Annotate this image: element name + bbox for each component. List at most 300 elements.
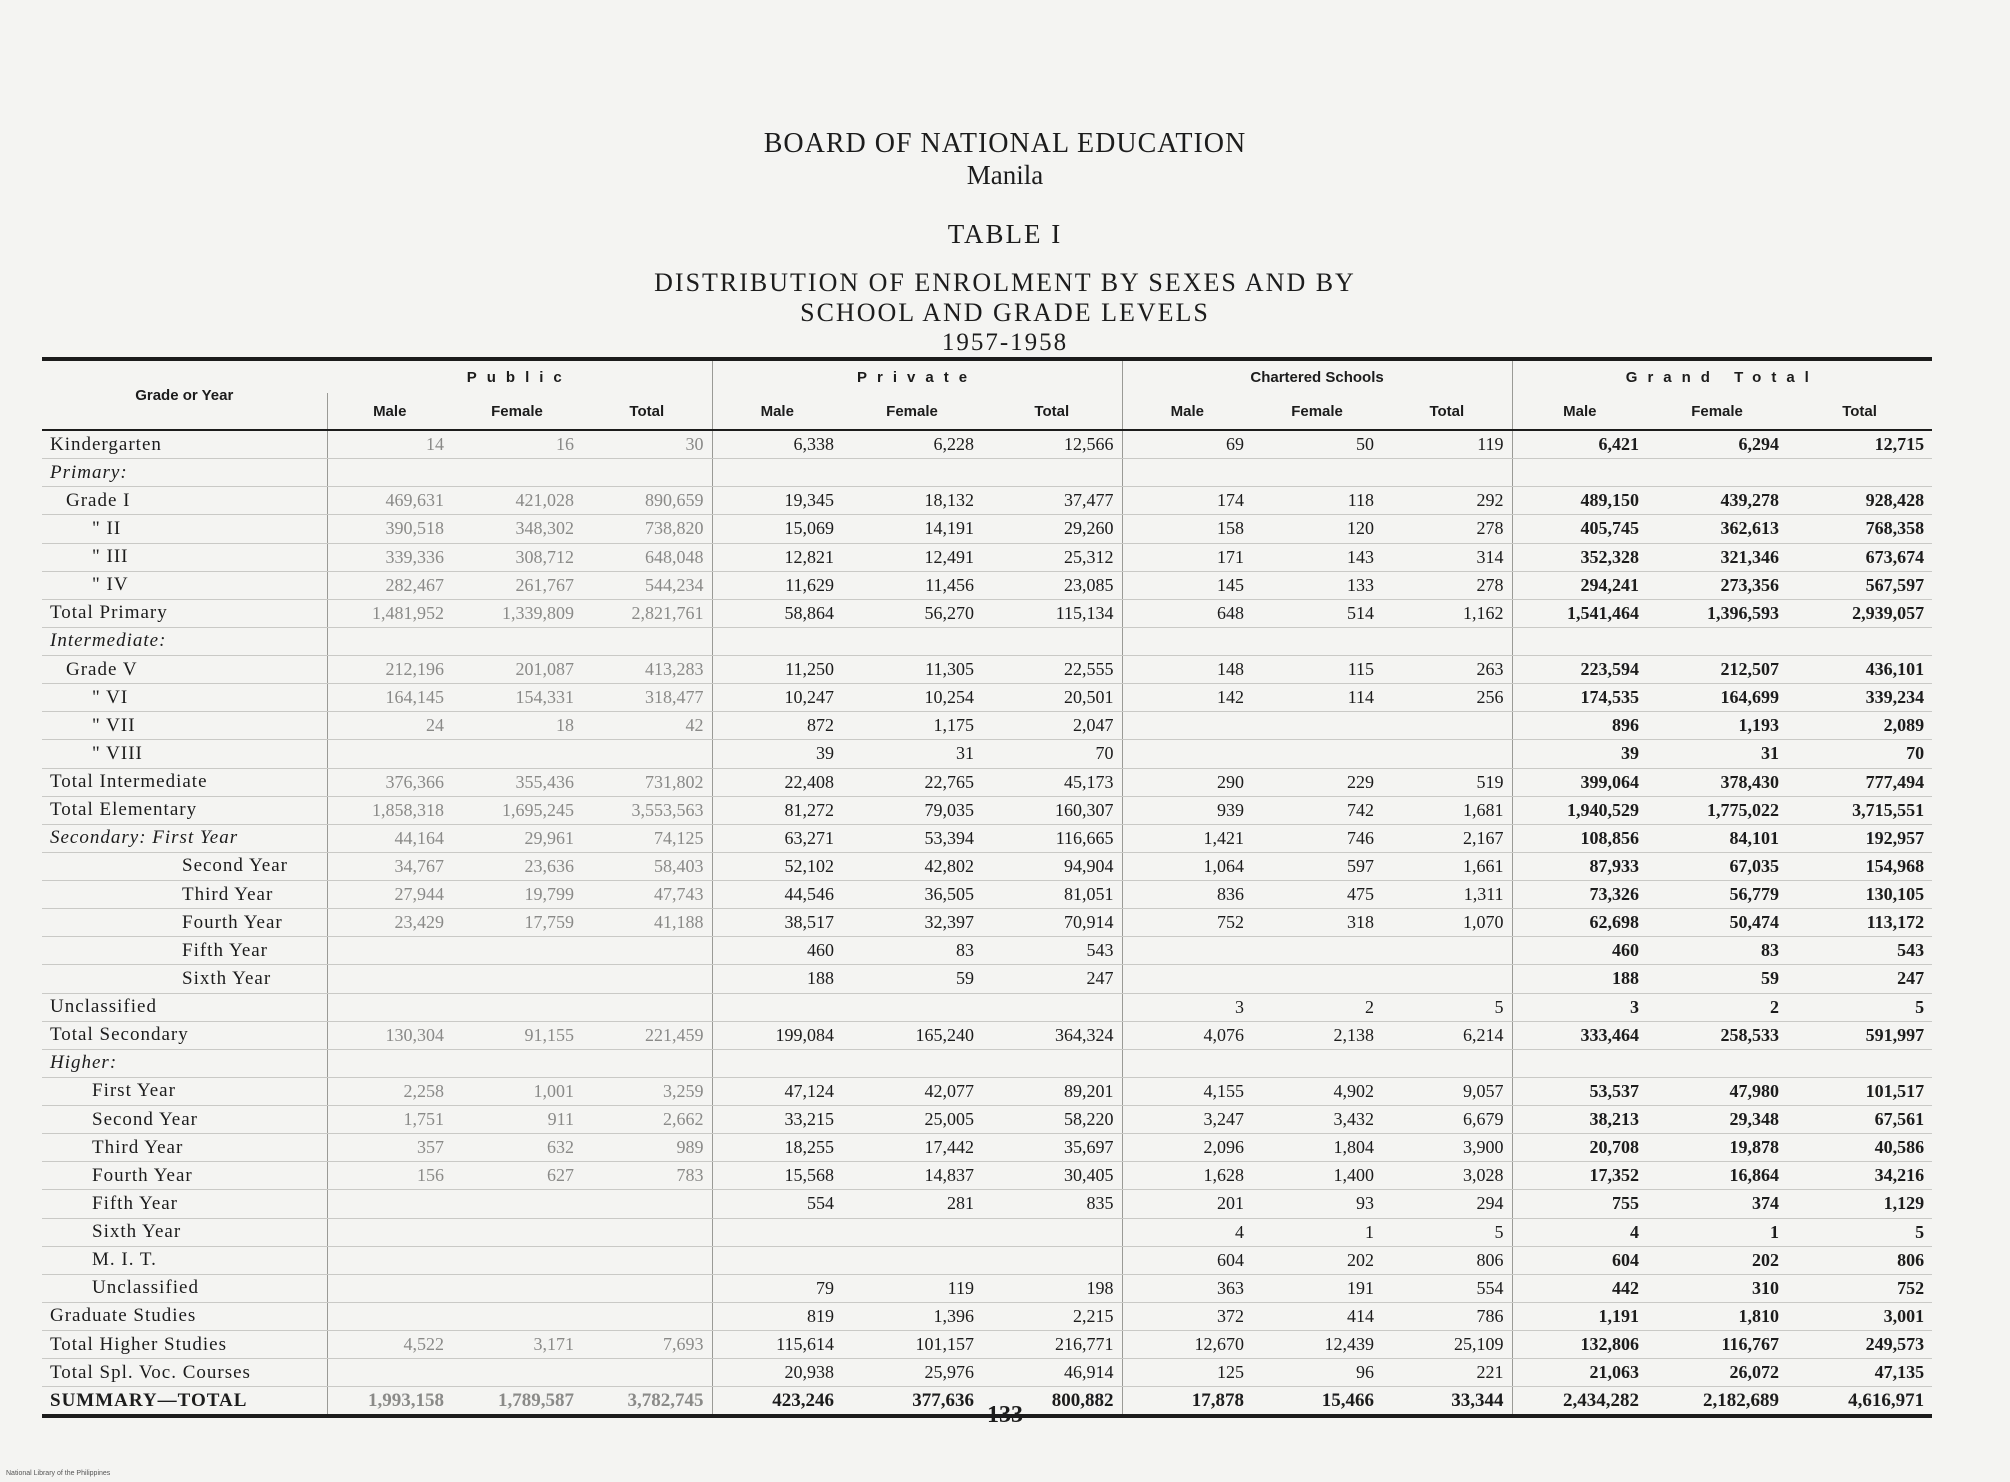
page-header — [0, 128, 2010, 358]
cell-public-male: 339,336 — [327, 543, 452, 571]
city-name: Manila — [966, 160, 1044, 190]
cell-private-male — [712, 1218, 842, 1246]
cell-chartered-female: 202 — [1252, 1246, 1382, 1274]
cell-grand-total-male: 352,328 — [1512, 543, 1647, 571]
cell-private-total: 800,882 — [1051, 1389, 1114, 1411]
cell-chartered-male: 1,064 — [1122, 852, 1252, 880]
cell-chartered-female: 93 — [1252, 1190, 1382, 1218]
cell-chartered-total: 33,344 — [1451, 1389, 1504, 1411]
cell-public-male: 2,258 — [327, 1077, 452, 1105]
cell-private-female — [842, 993, 982, 1021]
cell-private-female: 11,456 — [842, 571, 982, 599]
cell-chartered-total — [1382, 1049, 1512, 1077]
cell-grand-total-female: 374 — [1647, 1190, 1787, 1218]
cell-grand-total-male: 39 — [1512, 740, 1647, 768]
cell-private-total — [982, 993, 1122, 1021]
cell-chartered-male: 836 — [1122, 881, 1252, 909]
cell-grand-total-male: 73,326 — [1512, 881, 1647, 909]
cell-private-male: 58,864 — [712, 599, 842, 627]
row-label: First Year — [42, 1077, 327, 1105]
cell-public-female: 308,712 — [452, 543, 582, 571]
cell-public-female: 3,171 — [452, 1331, 582, 1359]
cell-chartered-male: 648 — [1122, 599, 1252, 627]
cell-private-female: 42,802 — [842, 852, 982, 880]
cell-public-female: 1,695,245 — [452, 796, 582, 824]
cell-private-female: 1,396 — [842, 1302, 982, 1330]
cell-private-male: 423,246 — [712, 1387, 842, 1415]
subheader-private-total: Total — [982, 393, 1122, 430]
cell-chartered-total: 119 — [1382, 430, 1512, 459]
cell-private-female: 11,305 — [842, 656, 982, 684]
cell-public-female: 355,436 — [452, 768, 582, 796]
cell-private-male: 52,102 — [712, 852, 842, 880]
table-row — [42, 1162, 1932, 1190]
cell-grand-total-male: 188 — [1512, 965, 1647, 993]
cell-grand-total-total: 5 — [1787, 993, 1932, 1021]
cell-chartered-female — [1252, 1049, 1382, 1077]
cell-public-male: 27,944 — [327, 881, 452, 909]
cell-chartered-male: 2,096 — [1122, 1134, 1252, 1162]
row-label: SUMMARY—TOTAL — [50, 1389, 248, 1411]
cell-chartered-male: 145 — [1122, 571, 1252, 599]
cell-public-male: 212,196 — [327, 656, 452, 684]
cell-chartered-total: 2,167 — [1382, 824, 1512, 852]
cell-grand-total-male: 62,698 — [1512, 909, 1647, 937]
cell-grand-total-female: 310 — [1647, 1274, 1787, 1302]
cell-grand-total-male: 399,064 — [1512, 768, 1647, 796]
row-label: Total Intermediate — [42, 768, 327, 796]
cell-private-male: 38,517 — [712, 909, 842, 937]
cell-public-total: 42 — [582, 712, 712, 740]
cell-chartered-female: 414 — [1252, 1302, 1382, 1330]
row-label: Second Year — [42, 1106, 327, 1134]
cell-chartered-male — [1122, 937, 1252, 965]
cell-public-female — [452, 1359, 582, 1387]
cell-grand-total-total: 101,517 — [1787, 1077, 1932, 1105]
cell-grand-total-male: 1,191 — [1512, 1302, 1647, 1330]
cell-public-total: 731,802 — [582, 768, 712, 796]
cell-chartered-female — [1252, 965, 1382, 993]
cell-public-male: 376,366 — [327, 768, 452, 796]
subheader-chartered-male: Male — [1122, 393, 1252, 430]
cell-public-total — [582, 1359, 712, 1387]
cell-grand-total-total: 12,715 — [1787, 430, 1932, 459]
table-row — [42, 1331, 1932, 1359]
cell-chartered-total: 3,900 — [1382, 1134, 1512, 1162]
cell-public-total — [582, 1049, 712, 1077]
cell-chartered-total — [1382, 627, 1512, 655]
cell-private-male: 10,247 — [712, 684, 842, 712]
cell-public-female — [452, 1218, 582, 1246]
cell-private-female: 1,175 — [842, 712, 982, 740]
cell-grand-total-total: 4,616,971 — [1848, 1389, 1925, 1411]
cell-private-male: 19,345 — [712, 487, 842, 515]
cell-chartered-total — [1382, 740, 1512, 768]
table-row — [42, 599, 1932, 627]
cell-grand-total-female: 1,775,022 — [1647, 796, 1787, 824]
cell-public-female: 348,302 — [452, 515, 582, 543]
cell-private-total: 46,914 — [982, 1359, 1122, 1387]
cell-private-total: 23,085 — [982, 571, 1122, 599]
cell-public-total — [582, 1246, 712, 1274]
cell-public-female: 1,789,587 — [498, 1389, 574, 1411]
group-header-grand-total: Grand Total — [1512, 361, 1932, 393]
cell-public-female: 632 — [452, 1134, 582, 1162]
cell-public-female — [452, 1190, 582, 1218]
cell-private-total — [982, 1246, 1122, 1274]
cell-grand-total-male: 755 — [1512, 1190, 1647, 1218]
cell-grand-total-male: 442 — [1512, 1274, 1647, 1302]
cell-private-total: 37,477 — [982, 487, 1122, 515]
cell-chartered-total: 3,028 — [1382, 1162, 1512, 1190]
cell-private-total: 12,566 — [982, 430, 1122, 459]
cell-chartered-female: 118 — [1252, 487, 1382, 515]
cell-chartered-female: 742 — [1252, 796, 1382, 824]
cell-chartered-female: 2,138 — [1252, 1021, 1382, 1049]
cell-private-total: 543 — [982, 937, 1122, 965]
cell-grand-total-male: 20,708 — [1512, 1134, 1647, 1162]
cell-chartered-male: 4,076 — [1122, 1021, 1252, 1049]
cell-chartered-male: 17,878 — [1122, 1387, 1252, 1415]
cell-chartered-total: 786 — [1382, 1302, 1512, 1330]
cell-grand-total-total: 2,939,057 — [1787, 599, 1932, 627]
cell-grand-total-male: 4 — [1512, 1218, 1647, 1246]
cell-public-total: 3,259 — [582, 1077, 712, 1105]
cell-grand-total-total: 247 — [1787, 965, 1932, 993]
cell-chartered-total — [1382, 712, 1512, 740]
cell-private-female — [842, 627, 982, 655]
cell-grand-total-total: 154,968 — [1787, 852, 1932, 880]
cell-private-female: 281 — [842, 1190, 982, 1218]
cell-grand-total-male: 405,745 — [1512, 515, 1647, 543]
cell-chartered-male: 363 — [1122, 1274, 1252, 1302]
cell-public-female — [452, 993, 582, 1021]
cell-grand-total-total — [1787, 627, 1932, 655]
cell-public-male: 282,467 — [327, 571, 452, 599]
cell-public-male — [327, 627, 452, 655]
table-row — [42, 571, 1932, 599]
cell-public-male: 156 — [327, 1162, 452, 1190]
table-row — [42, 909, 1932, 937]
subheader-private-female: Female — [842, 393, 982, 430]
cell-private-total: 58,220 — [982, 1106, 1122, 1134]
cell-private-male — [712, 627, 842, 655]
row-label: Fifth Year — [42, 937, 327, 965]
table-row — [42, 712, 1932, 740]
cell-public-female — [452, 1302, 582, 1330]
cell-private-total: 2,215 — [982, 1302, 1122, 1330]
cell-chartered-total: 6,214 — [1382, 1021, 1512, 1049]
cell-private-total: 116,665 — [982, 824, 1122, 852]
cell-private-total: 198 — [982, 1274, 1122, 1302]
cell-private-male — [712, 993, 842, 1021]
cell-public-total — [582, 937, 712, 965]
cell-chartered-male: 1,628 — [1122, 1162, 1252, 1190]
cell-chartered-male: 372 — [1122, 1302, 1252, 1330]
cell-chartered-male: 3,247 — [1122, 1106, 1252, 1134]
cell-chartered-total: 278 — [1382, 571, 1512, 599]
cell-grand-total-female — [1647, 1049, 1787, 1077]
cell-private-female: 83 — [842, 937, 982, 965]
cell-private-male: 11,629 — [712, 571, 842, 599]
cell-grand-total-male: 174,535 — [1512, 684, 1647, 712]
cell-private-female — [842, 1049, 982, 1077]
cell-public-male: 130,304 — [327, 1021, 452, 1049]
cell-private-total: 35,697 — [982, 1134, 1122, 1162]
cell-grand-total-total: 3,001 — [1787, 1302, 1932, 1330]
cell-public-female: 421,028 — [452, 487, 582, 515]
cell-chartered-male: 201 — [1122, 1190, 1252, 1218]
cell-grand-total-male: 108,856 — [1512, 824, 1647, 852]
table-row — [42, 1274, 1932, 1302]
cell-chartered-male: 171 — [1122, 543, 1252, 571]
cell-grand-total-female: 378,430 — [1647, 768, 1787, 796]
cell-private-male: 47,124 — [712, 1077, 842, 1105]
cell-chartered-male: 158 — [1122, 515, 1252, 543]
cell-chartered-total — [1382, 937, 1512, 965]
cell-chartered-total: 1,162 — [1382, 599, 1512, 627]
table-row — [42, 993, 1932, 1021]
table-row — [42, 965, 1932, 993]
cell-public-total: 890,659 — [582, 487, 712, 515]
cell-public-total — [582, 1274, 712, 1302]
cell-grand-total-total: 67,561 — [1787, 1106, 1932, 1134]
cell-private-male — [712, 1246, 842, 1274]
cell-grand-total-total — [1787, 1049, 1932, 1077]
cell-chartered-female: 115 — [1252, 656, 1382, 684]
cell-public-male — [327, 965, 452, 993]
cell-chartered-female: 191 — [1252, 1274, 1382, 1302]
cell-grand-total-male: 17,352 — [1512, 1162, 1647, 1190]
cell-grand-total-female: 321,346 — [1647, 543, 1787, 571]
cell-public-total — [582, 740, 712, 768]
row-label: " VI — [42, 684, 327, 712]
cell-grand-total-male — [1512, 627, 1647, 655]
row-label: Intermediate: — [42, 627, 327, 655]
cell-grand-total-female: 16,864 — [1647, 1162, 1787, 1190]
cell-private-female: 101,157 — [842, 1331, 982, 1359]
cell-chartered-male: 148 — [1122, 656, 1252, 684]
cell-public-male: 1,858,318 — [327, 796, 452, 824]
cell-chartered-female — [1252, 937, 1382, 965]
cell-grand-total-total: 70 — [1787, 740, 1932, 768]
cell-grand-total-female: 29,348 — [1647, 1106, 1787, 1134]
cell-grand-total-total: 5 — [1787, 1218, 1932, 1246]
cell-private-male: 554 — [712, 1190, 842, 1218]
cell-public-female: 19,799 — [452, 881, 582, 909]
cell-private-male: 15,568 — [712, 1162, 842, 1190]
cell-public-female — [452, 1274, 582, 1302]
cell-private-male: 18,255 — [712, 1134, 842, 1162]
cell-chartered-total: 294 — [1382, 1190, 1512, 1218]
row-label: Third Year — [42, 1134, 327, 1162]
cell-public-total: 30 — [582, 430, 712, 459]
cell-grand-total-female: 1 — [1647, 1218, 1787, 1246]
row-label: Sixth Year — [42, 965, 327, 993]
row-label: Unclassified — [42, 993, 327, 1021]
row-label: Primary: — [42, 459, 327, 487]
cell-grand-total-total: 249,573 — [1787, 1331, 1932, 1359]
cell-private-female: 42,077 — [842, 1077, 982, 1105]
cell-grand-total-total: 47,135 — [1787, 1359, 1932, 1387]
cell-grand-total-female: 116,767 — [1647, 1331, 1787, 1359]
subheader-chartered-total: Total — [1382, 393, 1512, 430]
cell-grand-total-male: 223,594 — [1512, 656, 1647, 684]
group-header-public: Public — [466, 368, 572, 386]
cell-private-total: 70 — [982, 740, 1122, 768]
cell-chartered-total: 5 — [1382, 1218, 1512, 1246]
cell-grand-total-male: 489,150 — [1512, 487, 1647, 515]
cell-grand-total-female: 26,072 — [1647, 1359, 1787, 1387]
table-row — [42, 824, 1932, 852]
cell-grand-total-total: 130,105 — [1787, 881, 1932, 909]
school-year: 1957-1958 — [941, 329, 1069, 356]
cell-private-male — [712, 1049, 842, 1077]
cell-chartered-female: 120 — [1252, 515, 1382, 543]
cell-grand-total-male: 896 — [1512, 712, 1647, 740]
cell-private-total: 20,501 — [982, 684, 1122, 712]
cell-chartered-male — [1122, 627, 1252, 655]
cell-chartered-female: 50 — [1252, 430, 1382, 459]
cell-private-total: 247 — [982, 965, 1122, 993]
cell-public-female — [452, 1049, 582, 1077]
cell-chartered-male — [1122, 459, 1252, 487]
row-label: M. I. T. — [42, 1246, 327, 1274]
cell-public-female: 23,636 — [452, 852, 582, 880]
table-row — [42, 684, 1932, 712]
cell-public-male: 34,767 — [327, 852, 452, 880]
cell-grand-total-female: 47,980 — [1647, 1077, 1787, 1105]
cell-private-male — [712, 459, 842, 487]
cell-private-total: 25,312 — [982, 543, 1122, 571]
cell-chartered-total: 292 — [1382, 487, 1512, 515]
row-label: Graduate Studies — [42, 1302, 327, 1330]
cell-private-total: 160,307 — [982, 796, 1122, 824]
row-label: Fourth Year — [42, 909, 327, 937]
cell-public-total: 989 — [582, 1134, 712, 1162]
cell-chartered-male: 939 — [1122, 796, 1252, 824]
cell-grand-total-total: 339,234 — [1787, 684, 1932, 712]
table-row — [42, 627, 1932, 655]
table-row — [42, 1246, 1932, 1274]
footer-credit: National Library of the Philippines — [6, 1470, 111, 1477]
cell-private-total: 70,914 — [982, 909, 1122, 937]
row-label: Total Secondary — [42, 1021, 327, 1049]
subheader-grand-total-female: Female — [1647, 393, 1787, 430]
cell-grand-total-female: 19,878 — [1647, 1134, 1787, 1162]
cell-chartered-total — [1382, 965, 1512, 993]
cell-public-male: 164,145 — [327, 684, 452, 712]
subheader-chartered-female: Female — [1252, 393, 1382, 430]
cell-grand-total-male: 333,464 — [1512, 1021, 1647, 1049]
row-label: Secondary: First Year — [42, 824, 327, 852]
table-row — [42, 852, 1932, 880]
cell-private-female — [842, 1246, 982, 1274]
cell-private-female: 14,837 — [842, 1162, 982, 1190]
cell-private-female: 14,191 — [842, 515, 982, 543]
cell-public-male: 357 — [327, 1134, 452, 1162]
cell-public-total — [582, 627, 712, 655]
cell-private-male: 12,821 — [712, 543, 842, 571]
cell-public-female: 627 — [452, 1162, 582, 1190]
cell-public-male — [327, 1049, 452, 1077]
page-number: 133 — [987, 1402, 1023, 1428]
cell-chartered-male: 69 — [1122, 430, 1252, 459]
cell-grand-total-total: 34,216 — [1787, 1162, 1932, 1190]
subheader-private-male: Male — [712, 393, 842, 430]
cell-private-female — [842, 1218, 982, 1246]
cell-chartered-male: 174 — [1122, 487, 1252, 515]
cell-chartered-male: 290 — [1122, 768, 1252, 796]
cell-grand-total-female: 1,396,593 — [1647, 599, 1787, 627]
cell-chartered-female — [1252, 740, 1382, 768]
cell-private-total: 364,324 — [982, 1021, 1122, 1049]
cell-chartered-female — [1252, 627, 1382, 655]
cell-public-female: 91,155 — [452, 1021, 582, 1049]
cell-chartered-male: 4 — [1122, 1218, 1252, 1246]
cell-private-male: 819 — [712, 1302, 842, 1330]
cell-private-male: 20,938 — [712, 1359, 842, 1387]
cell-private-total: 216,771 — [982, 1331, 1122, 1359]
cell-private-male: 22,408 — [712, 768, 842, 796]
table-row — [42, 459, 1932, 487]
subheader-grand-total-male: Male — [1512, 393, 1647, 430]
table-row — [42, 515, 1932, 543]
cell-public-total: 318,477 — [582, 684, 712, 712]
row-label: " VII — [42, 712, 327, 740]
cell-chartered-female: 4,902 — [1252, 1077, 1382, 1105]
table-row — [42, 881, 1932, 909]
cell-public-total: 41,188 — [582, 909, 712, 937]
subheader-public-total: Total — [582, 393, 712, 430]
row-label: Unclassified — [42, 1274, 327, 1302]
table-row — [42, 430, 1932, 459]
cell-grand-total-female: 2,182,689 — [1703, 1389, 1780, 1411]
cell-grand-total-total: 3,715,551 — [1787, 796, 1932, 824]
cell-public-male: 4,522 — [327, 1331, 452, 1359]
cell-public-total: 2,821,761 — [582, 599, 712, 627]
cell-private-female: 53,394 — [842, 824, 982, 852]
cell-private-total: 22,555 — [982, 656, 1122, 684]
cell-private-male: 872 — [712, 712, 842, 740]
cell-grand-total-female: 50,474 — [1647, 909, 1787, 937]
cell-grand-total-female: 84,101 — [1647, 824, 1787, 852]
cell-grand-total-male: 1,541,464 — [1512, 599, 1647, 627]
cell-public-total: 3,782,745 — [627, 1389, 704, 1411]
table-row — [42, 768, 1932, 796]
table-row — [42, 796, 1932, 824]
cell-private-female: 79,035 — [842, 796, 982, 824]
cell-public-female — [452, 627, 582, 655]
cell-grand-total-male: 21,063 — [1512, 1359, 1647, 1387]
cell-grand-total-female: 31 — [1647, 740, 1787, 768]
row-label: Second Year — [42, 852, 327, 880]
cell-public-male — [327, 993, 452, 1021]
cell-public-total — [582, 459, 712, 487]
distribution-title-line2: SCHOOL AND GRADE LEVELS — [800, 298, 1210, 327]
row-label: Sixth Year — [42, 1218, 327, 1246]
cell-grand-total-male: 1,940,529 — [1512, 796, 1647, 824]
cell-public-total — [582, 1302, 712, 1330]
cell-chartered-female: 12,439 — [1252, 1331, 1382, 1359]
cell-chartered-male — [1122, 740, 1252, 768]
row-label: Total Higher Studies — [42, 1331, 327, 1359]
cell-public-male: 1,481,952 — [327, 599, 452, 627]
cell-grand-total-female — [1647, 459, 1787, 487]
cell-chartered-total: 5 — [1382, 993, 1512, 1021]
table-row — [42, 1021, 1932, 1049]
cell-public-female: 1,001 — [452, 1077, 582, 1105]
